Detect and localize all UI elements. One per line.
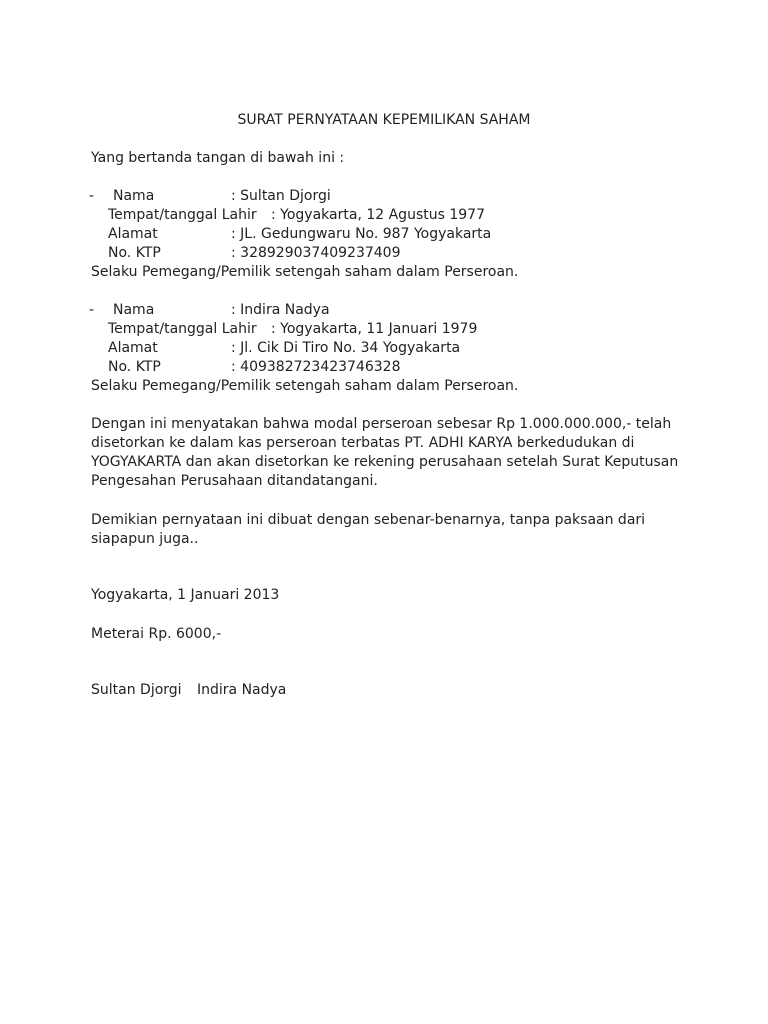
label-ttl: Tempat/tanggal Lahir (108, 207, 257, 223)
value-nama: : Sultan Djorgi (231, 188, 331, 204)
signatory-1: Sultan Djorgi (91, 682, 182, 698)
value-ktp: : 409382723423746328 (231, 359, 401, 375)
value-ktp: : 328929037409237409 (231, 245, 401, 261)
statement-line: YOGYAKARTA dan akan disetorkan ke rekening perusahaan setelah Surat Keputusan (91, 454, 679, 470)
role-text: Selaku Pemegang/Pemilik setengah saham dalam Perseroan. (91, 264, 519, 280)
value-alamat: : Jl. Cik Di Tiro No. 34 Yogyakarta (231, 340, 461, 356)
meterai-text: Meterai Rp. 6000,- (91, 626, 222, 642)
statement-line: Pengesahan Perusahaan ditandatangani. (91, 473, 378, 489)
label-alamat: Alamat (108, 340, 158, 356)
value-nama: : Indira Nadya (231, 302, 330, 318)
label-ttl: Tempat/tanggal Lahir (108, 321, 257, 337)
value-ttl: : Yogyakarta, 11 Januari 1979 (271, 321, 478, 337)
value-ttl: : Yogyakarta, 12 Agustus 1977 (271, 207, 485, 223)
label-ktp: No. KTP (108, 245, 161, 261)
place-date: Yogyakarta, 1 Januari 2013 (91, 587, 280, 603)
label-nama: Nama (113, 302, 155, 318)
value-alamat: : JL. Gedungwaru No. 987 Yogyakarta (231, 226, 492, 242)
role-text: Selaku Pemegang/Pemilik setengah saham dalam Perseroan. (91, 378, 519, 394)
intro-text: Yang bertanda tangan di bawah ini : (91, 150, 345, 166)
statement-line: disetorkan ke dalam kas perseroan terbatas PT. ADHI KARYA berkedudukan di (91, 435, 635, 451)
statement-line: Dengan ini menyatakan bahwa modal perseroan sebesar Rp 1.000.000.000,- telah (91, 416, 672, 432)
closing-line: Demikian pernyataan ini dibuat dengan sebenar-benarnya, tanpa paksaan dari (91, 512, 646, 528)
bullet-dash: - (89, 302, 95, 318)
signatory-2: Indira Nadya (197, 682, 287, 698)
closing-line: siapapun juga.. (91, 531, 199, 547)
bullet-dash: - (89, 188, 95, 204)
label-nama: Nama (113, 188, 155, 204)
label-alamat: Alamat (108, 226, 158, 242)
label-ktp: No. KTP (108, 359, 161, 375)
document-title: SURAT PERNYATAAN KEPEMILIKAN SAHAM (237, 112, 531, 128)
